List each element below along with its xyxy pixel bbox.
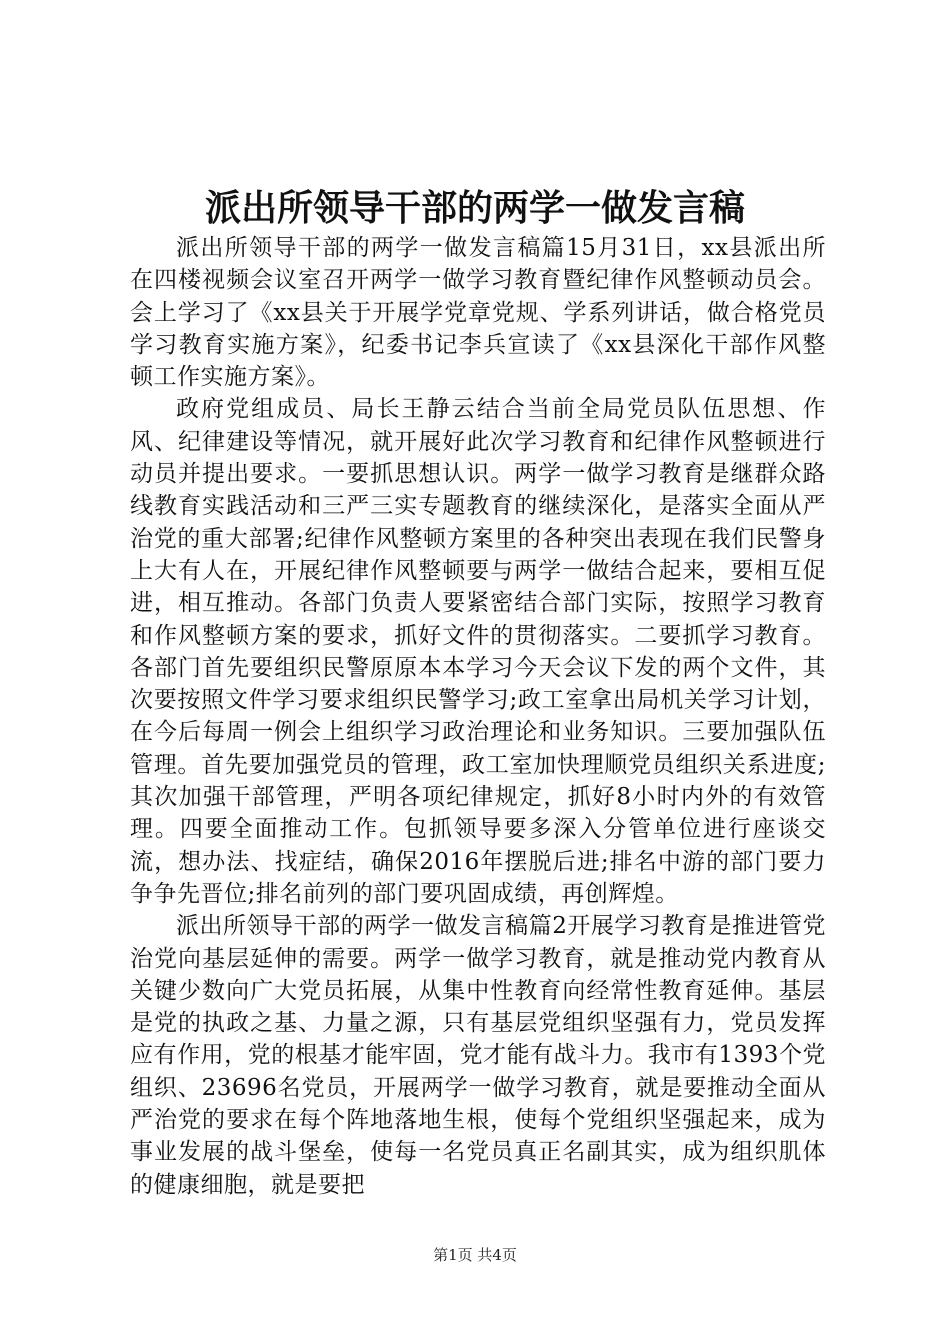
document-title: 派出所领导干部的两学一做发言稿	[204, 187, 745, 229]
body-paragraph-1: 派出所领导干部的两学一做发言稿篇15月31日，xx县派出所在四楼视频会议室召开两学一做学习教育暨纪律作风整顿动员会。会上学习了《xx县关于开展学党章党规、学系列讲话，做合格党员学习教育实施方案》，纪委书记李兵宣读了《xx县深化干部作风整顿工作实施方案》。	[130, 235, 826, 391]
body-paragraph-3: 派出所领导干部的两学一做发言稿篇2开展学习教育是推进管党治党向基层延伸的需要。两学一做学习教育，就是推动党内教育从关键少数向广大党员拓展，从集中性教育向经常性教育延伸。基层是党的执政之基、力量之源，只有基层党组织坚强有力，党员发挥应有作用，党的根基才能牢固，党才能有战斗力。我市有1393个党组织、23696名党员，开展两学一做学习教育，就是要推动全面从严治党的要求在每个阵地落地生根，使每个党组织坚强起来，成为事业发展的战斗堡垒，使每一名党员真正名副其实，成为组织肌体的健康细胞，就是要把	[130, 913, 826, 1198]
page-footer	[0, 1244, 950, 1266]
document-body	[130, 232, 826, 1201]
page-number: 第1页	[433, 1246, 473, 1264]
page-total: 共4页	[477, 1246, 517, 1264]
body-paragraph-2: 政府党组成员、局长王静云结合当前全局党员队伍思想、作风、纪律建设等情况，就开展好此次学习教育和纪律作风整顿进行动员并提出要求。一要抓思想认识。两学一做学习教育是继群众路线教育实践活动和三严三实专题教育的继续深化，是落实全面从严治党的重大部署;纪律作风整顿方案里的各种突出表现在我们民警身上大有人在，开展纪律作风整顿要与两学一做结合起来，要相互促进，相互推动。各部门负责人要紧密结合部门实际，按照学习教育和作风整顿方案的要求，抓好文件的贯彻落实。二要抓学习教育。各部门首先要组织民警原原本本学习今天会议下发的两个文件，其次要按照文件学习要求组织民警学习;政工室拿出局机关学习计划，在今后每周一例会上组织学习政治理论和业务知识。三要加强队伍管理。首先要加强党员的管理，政工室加快理顺党员组织关系进度;其次加强干部管理，严明各项纪律规定，抓好8小时内外的有效管理。四要全面推动工作。包抓领导要多深入分管单位进行座谈交流，想办法、找症结，确保2016年摆脱后进;排名中游的部门要力争争先晋位;排名前列的部门要巩固成绩，再创辉煌。	[130, 396, 826, 907]
